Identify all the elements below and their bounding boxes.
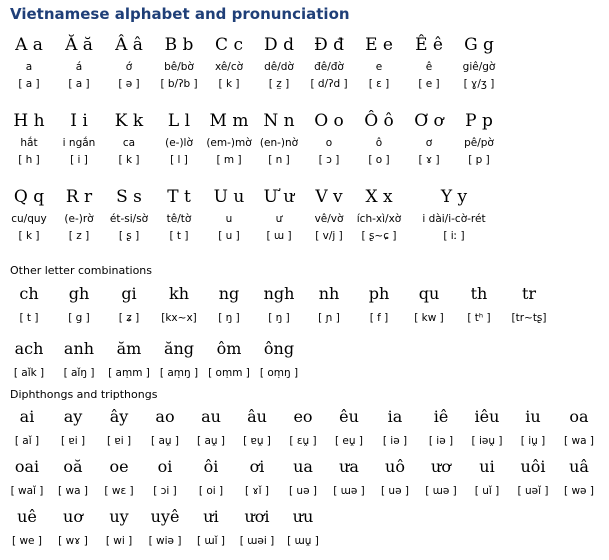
diphthong-cell	[4, 506, 50, 556]
combination: tr	[521, 284, 537, 303]
letter-name: i ngắn	[62, 137, 96, 149]
ipa: [ o ]	[368, 154, 390, 166]
letter: Â â	[115, 35, 143, 55]
alphabet-cell	[4, 110, 54, 186]
diphthong: uôi	[520, 457, 546, 476]
diphthong: ưu	[292, 507, 314, 526]
ipa: [ l ]	[170, 154, 188, 166]
letter: H h	[13, 111, 45, 131]
diphthong-cell	[418, 456, 464, 506]
ipa: [ iə ]	[428, 435, 454, 447]
diphthong-cell	[96, 456, 142, 506]
ipa: [ ɛṷ ]	[289, 435, 317, 447]
alphabet-cell	[254, 34, 304, 110]
combination-cell	[404, 283, 454, 338]
combination: ach	[14, 339, 44, 358]
diphthong-cell	[234, 456, 280, 506]
alphabet-cell	[304, 34, 354, 110]
letter: M m	[209, 111, 249, 131]
diphthong: iu	[525, 407, 541, 426]
combination: ăm	[116, 339, 142, 358]
letter: E e	[365, 35, 393, 55]
diphthong-cell	[556, 406, 602, 456]
letter: I i	[70, 111, 88, 131]
combination: ôm	[216, 339, 242, 358]
letter: K k	[114, 111, 144, 131]
page-title: Vietnamese alphabet and pronunciation	[10, 5, 350, 23]
diphthong: ui	[479, 457, 495, 476]
letter: N n	[263, 111, 295, 131]
diphthong: oă	[63, 457, 83, 476]
combination-cell	[204, 283, 254, 338]
alphabet-cell	[54, 110, 104, 186]
diphthong-cell	[188, 456, 234, 506]
other-combinations-grid	[4, 283, 554, 393]
ipa: [ ɐi ]	[60, 435, 86, 447]
alphabet-cell	[204, 34, 254, 110]
letter: A a	[15, 35, 43, 55]
combination-cell	[54, 338, 104, 393]
alphabet-cell	[204, 186, 254, 262]
combination-cell	[154, 338, 204, 393]
ipa: [kx~x]	[161, 312, 197, 324]
ipa: [ uə ]	[381, 485, 409, 497]
combination: ng	[218, 284, 240, 303]
diphthong: êu	[339, 407, 359, 426]
alphabet-cell	[4, 186, 54, 262]
alphabet-cell	[4, 34, 54, 110]
diphthong-cell	[510, 456, 556, 506]
combination-cell	[4, 283, 54, 338]
ipa: [ k ]	[218, 78, 240, 90]
ipa: [ ɯ ]	[266, 230, 292, 242]
letter: Y y	[440, 187, 468, 207]
alphabet-cell	[204, 110, 254, 186]
letter-name: á	[75, 61, 83, 73]
ipa: [ ɔi ]	[153, 485, 177, 497]
ipa: [ uǐ ]	[474, 485, 500, 497]
alphabet-cell	[304, 186, 354, 262]
alphabet-grid	[4, 34, 604, 262]
letter-name: ơ	[425, 137, 433, 149]
ipa: [ ɐi ]	[106, 435, 132, 447]
diphthong-cell	[464, 406, 510, 456]
alphabet-cell	[404, 186, 504, 262]
combination: kh	[169, 284, 189, 303]
ipa: [ e ]	[418, 78, 440, 90]
ipa: [ ŋ ]	[268, 312, 290, 324]
letter-name: i dài/i-cờ-rét	[422, 213, 486, 225]
diphthong-cell	[464, 456, 510, 506]
diphthong: eo	[293, 407, 313, 426]
diphthong-cell	[418, 406, 464, 456]
ipa: [ aǐk ]	[13, 367, 45, 379]
letter-name: vê/vờ	[314, 213, 344, 225]
diphthong: ia	[387, 407, 403, 426]
ipa: [ wa ]	[564, 435, 594, 447]
ipa: [ aṃŋ ]	[159, 367, 199, 379]
letter: L l	[167, 111, 191, 131]
ipa: [ u ]	[218, 230, 240, 242]
combination: ông	[263, 339, 295, 358]
letter-name: ê	[425, 61, 433, 73]
combination: th	[470, 284, 488, 303]
letter: Ô ô	[364, 111, 394, 131]
diphthong: iêu	[474, 407, 500, 426]
ipa: [ aṃm ]	[108, 367, 150, 379]
diphthongs-heading: Diphthongs and tripthongs	[10, 388, 158, 401]
ipa: [ iəṷ ]	[471, 435, 503, 447]
ipa: [ we ]	[12, 535, 42, 547]
ipa: [ ŋ ]	[218, 312, 240, 324]
ipa: [ m ]	[216, 154, 242, 166]
ipa: [ kw ]	[414, 312, 444, 324]
combination-cell	[354, 283, 404, 338]
alphabet-cell	[154, 186, 204, 262]
letter-name: ích-xì/xờ	[356, 213, 402, 225]
ipa: [ ɤǐ ]	[244, 485, 270, 497]
alphabet-cell	[104, 34, 154, 110]
combination: ch	[19, 284, 39, 303]
letter: S s	[116, 187, 142, 207]
ipa: [ ɲ ]	[318, 312, 340, 324]
letter: Ê ê	[415, 35, 443, 55]
diphthong: ưa	[339, 457, 359, 476]
letter-name: (e-)lờ	[165, 137, 193, 149]
diphthong-cell	[50, 506, 96, 556]
diphthong-cell	[234, 406, 280, 456]
ipa: [ ɛ ]	[368, 78, 390, 90]
diphthong-cell	[50, 456, 96, 506]
ipa: [ a ]	[68, 78, 90, 90]
letter: D d	[264, 35, 294, 55]
letter: X x	[365, 187, 393, 207]
diphthong: oi	[157, 457, 173, 476]
letter-name: xê/cờ	[214, 61, 244, 73]
ipa: [ ɤ ]	[418, 154, 440, 166]
letter: Ơ ơ	[414, 111, 444, 131]
alphabet-cell	[354, 34, 404, 110]
combination: gi	[121, 284, 137, 303]
diphthong: oe	[109, 457, 129, 476]
letter-name: ô	[375, 137, 383, 149]
combination-cell	[254, 338, 304, 393]
diphthong: uy	[109, 507, 129, 526]
ipa: [ z ]	[68, 230, 90, 242]
ipa: [ ɯṷ ]	[287, 535, 319, 547]
combination-cell	[104, 283, 154, 338]
letter: Q q	[13, 187, 45, 207]
ipa: [ ɐṷ ]	[243, 435, 271, 447]
ipa: [ uə ]	[289, 485, 317, 497]
letter-name: ca	[122, 137, 136, 149]
ipa: [ aǐ ]	[14, 435, 40, 447]
diphthong: oai	[14, 457, 40, 476]
diphthong-row-3	[4, 506, 602, 556]
diphthong: uơ	[63, 507, 83, 526]
letter-name: pê/pờ	[464, 137, 494, 149]
diphthong-cell	[4, 406, 50, 456]
diphthong: âu	[247, 407, 267, 426]
diphthong-cell	[372, 406, 418, 456]
letter: C c	[215, 35, 243, 55]
diphthong: ao	[155, 407, 175, 426]
alphabet-cell	[54, 34, 104, 110]
ipa: [ waǐ ]	[10, 485, 44, 497]
combination: ph	[368, 284, 390, 303]
letter-name: ớ	[125, 61, 133, 73]
alphabet-cell	[354, 110, 404, 186]
ipa: [ aṷ ]	[197, 435, 225, 447]
letter-name: cu/quy	[11, 213, 47, 225]
diphthong: uâ	[569, 457, 589, 476]
ipa: [ ʂ~ɕ ]	[361, 230, 397, 242]
ipa: [ ə ]	[118, 78, 140, 90]
diphthong: oa	[569, 407, 589, 426]
alphabet-cell	[104, 110, 154, 186]
alphabet-cell	[254, 110, 304, 186]
letter: G g	[464, 35, 494, 55]
ipa: [ t ]	[19, 312, 39, 324]
combination: ăng	[163, 339, 195, 358]
letter: P p	[465, 111, 493, 131]
ipa: [ ʂ ]	[118, 230, 140, 242]
diphthong-cell	[234, 506, 280, 556]
ipa: [ i ]	[70, 154, 88, 166]
ipa: [ t ]	[169, 230, 189, 242]
ipa: [ ɯəi ]	[239, 535, 275, 547]
ipa: [ g ]	[68, 312, 90, 324]
letter-name: đê/đờ	[314, 61, 344, 73]
combination-cell	[204, 338, 254, 393]
alphabet-cell	[154, 110, 204, 186]
diphthong-cell	[326, 406, 372, 456]
letter: Đ đ	[313, 35, 344, 55]
combination-cell	[304, 283, 354, 338]
combination-cell	[104, 338, 154, 393]
combination-cell	[454, 283, 504, 338]
ipa: [ wɤ ]	[58, 535, 88, 547]
diphthong: ưi	[203, 507, 219, 526]
combination-row-2	[4, 338, 554, 393]
combination-cell	[54, 283, 104, 338]
diphthong-cell	[326, 456, 372, 506]
ipa: [ ɔ ]	[318, 154, 340, 166]
ipa: [ p ]	[468, 154, 490, 166]
letter: U u	[213, 187, 245, 207]
alphabet-row-3	[4, 186, 604, 262]
combination: qu	[418, 284, 440, 303]
ipa: [ aṷ ]	[151, 435, 179, 447]
letter: Ư ư	[263, 187, 295, 207]
letter: V v	[315, 187, 343, 207]
diphthong-cell	[142, 506, 188, 556]
letter: T t	[167, 187, 191, 207]
ipa: [ a ]	[18, 78, 40, 90]
letter-name: ư	[275, 213, 283, 225]
letter-name: u	[225, 213, 233, 225]
ipa: [ ɯə ]	[425, 485, 457, 497]
letter-name: a	[25, 61, 33, 73]
combination: ngh	[263, 284, 295, 303]
diphthong-cell	[372, 456, 418, 506]
diphthong: ay	[63, 407, 83, 426]
ipa: [ wiə ]	[148, 535, 182, 547]
diphthong-cell	[510, 406, 556, 456]
diphthong: ươ	[431, 457, 451, 476]
other-combinations-heading: Other letter combinations	[10, 264, 153, 277]
letter: B b	[164, 35, 194, 55]
ipa: [ z̤ ]	[268, 78, 290, 90]
ipa: [ ʑ ]	[118, 312, 140, 324]
ipa: [ n ]	[268, 154, 290, 166]
ipa: [ oṃŋ ]	[259, 367, 299, 379]
diphthong-cell	[188, 506, 234, 556]
ipa: [ iṷ ]	[520, 435, 546, 447]
diphthong: ơi	[249, 457, 265, 476]
diphthong: au	[201, 407, 221, 426]
alphabet-cell	[104, 186, 154, 262]
letter: Ă ă	[65, 35, 93, 55]
ipa: [ k ]	[18, 230, 40, 242]
alphabet-cell	[154, 34, 204, 110]
letter: R r	[65, 187, 93, 207]
diphthong: uyê	[150, 507, 180, 526]
alphabet-cell	[404, 34, 454, 110]
ipa: [ d/ʔd ]	[310, 78, 348, 90]
diphthong-cell	[96, 406, 142, 456]
diphthong-cell	[96, 506, 142, 556]
ipa: [ oṃm ]	[208, 367, 250, 379]
diphthong: ôi	[203, 457, 219, 476]
alphabet-row-2	[4, 110, 604, 186]
combination: gh	[68, 284, 90, 303]
diphthong: uê	[17, 507, 37, 526]
diphthong-cell	[142, 406, 188, 456]
diphthong-row-1	[4, 406, 602, 456]
combination: nh	[318, 284, 340, 303]
diphthong: iê	[433, 407, 449, 426]
ipa: [ f ]	[369, 312, 389, 324]
letter-name: bê/bờ	[164, 61, 194, 73]
diphthong-cell	[4, 456, 50, 506]
ipa: [ iː ]	[443, 230, 465, 242]
ipa: [ b/ʔb ]	[160, 78, 198, 90]
letter-name: o	[325, 137, 333, 149]
diphthong-row-2	[4, 456, 602, 506]
ipa: [ k ]	[118, 154, 140, 166]
ipa: [ h ]	[18, 154, 40, 166]
letter-name: (en-)nờ	[259, 137, 299, 149]
diphthong-cell	[280, 406, 326, 456]
ipa: [ wi ]	[105, 535, 133, 547]
diphthong-cell	[188, 406, 234, 456]
diphthong-cell	[142, 456, 188, 506]
alphabet-cell	[354, 186, 404, 262]
combination: anh	[63, 339, 95, 358]
alphabet-cell	[254, 186, 304, 262]
letter-name: dê/dờ	[264, 61, 294, 73]
diphthong: ua	[293, 457, 313, 476]
ipa: [tr~tʂ]	[511, 312, 547, 324]
combination-row-1	[4, 283, 554, 338]
diphthong-cell	[280, 506, 326, 556]
letter-name: (e-)rờ	[64, 213, 94, 225]
ipa: [ wɛ ]	[104, 485, 134, 497]
ipa: [ ɯə ]	[333, 485, 365, 497]
ipa: [ ɯǐ ]	[196, 535, 225, 547]
letter-name: giê/gờ	[462, 61, 496, 73]
diphthong: uô	[385, 457, 405, 476]
letter-name: hắt	[20, 137, 38, 149]
ipa: [ wə ]	[564, 485, 594, 497]
diphthong-cell	[50, 406, 96, 456]
diphthong-cell	[556, 456, 602, 506]
diphthong: ươi	[244, 507, 270, 526]
ipa: [ ɣ/ʒ ]	[463, 78, 495, 90]
ipa: [ iə ]	[382, 435, 408, 447]
combination-cell	[154, 283, 204, 338]
combination-cell	[504, 283, 554, 338]
letter-name: ét-si/sờ	[109, 213, 149, 225]
ipa: [ v/j ]	[315, 230, 343, 242]
combination-cell	[254, 283, 304, 338]
diphthong-cell	[280, 456, 326, 506]
letter-name: tê/tờ	[166, 213, 192, 225]
diphthongs-grid	[4, 406, 602, 556]
alphabet-cell	[54, 186, 104, 262]
ipa: [ aǐŋ ]	[63, 367, 95, 379]
diphthong: ai	[19, 407, 35, 426]
letter: O o	[314, 111, 344, 131]
ipa: [ wa ]	[58, 485, 88, 497]
alphabet-row-1	[4, 34, 604, 110]
alphabet-cell	[454, 34, 504, 110]
ipa: [ oi ]	[198, 485, 224, 497]
alphabet-cell	[454, 110, 504, 186]
letter-name: (em-)mờ	[206, 137, 252, 149]
combination-cell	[4, 338, 54, 393]
ipa: [ eṷ ]	[335, 435, 363, 447]
ipa: [ tʰ ]	[467, 312, 491, 324]
alphabet-cell	[304, 110, 354, 186]
diphthong: ây	[109, 407, 129, 426]
ipa: [ uəǐ ]	[517, 485, 549, 497]
letter-name: e	[375, 61, 383, 73]
alphabet-cell	[404, 110, 454, 186]
